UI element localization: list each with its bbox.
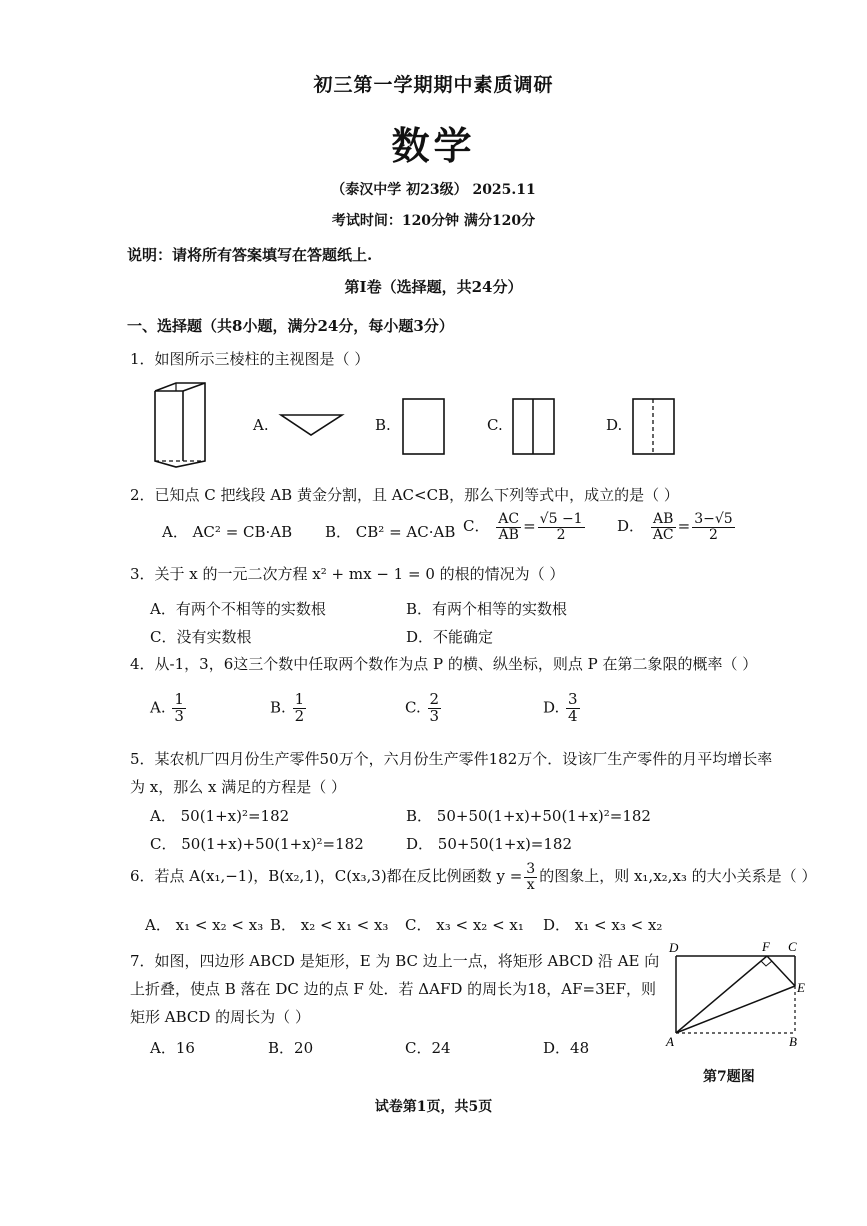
part-title: 第Ⅰ卷（选择题，共24分） — [344, 278, 523, 296]
q6-stem-pre: 6．若点 A(x₁,−1)，B(x₂,1)，C(x₃,3)都在反比例函数 y = — [130, 867, 523, 886]
q2-d-lhs-den: AC — [652, 526, 674, 543]
q4-a-label: A. — [150, 698, 166, 717]
q6-stem — [130, 862, 816, 892]
q7-option-b: B．20 — [268, 1039, 314, 1057]
q4-a-frac — [172, 692, 186, 725]
q4-c-label: C. — [405, 698, 421, 717]
q7-label-b: B — [789, 1034, 797, 1049]
q6-option-c: C． x₃ < x₂ < x₁ — [405, 916, 524, 934]
q7-option-d: D．48 — [543, 1039, 590, 1057]
q6-frac-num: 3 — [526, 861, 536, 877]
q4-d-den: 4 — [568, 706, 578, 725]
q7-label-f: F — [762, 939, 770, 954]
q3-option-d: D．不能确定 — [406, 628, 494, 646]
q4-b-frac — [293, 692, 307, 725]
q2-stem: 2．已知点 C 把线段 AB 黄金分割，且 AC<CB，那么下列等式中，成立的是（ ） — [130, 486, 679, 504]
q4-d-frac — [566, 692, 580, 725]
q4-stem: 4．从-1，3，6这三个数中任取两个数作为点 P 的横、纵坐标，则点 P 在第二象限的概率（ ） — [130, 655, 758, 673]
q2-c-rhs-den: 2 — [556, 526, 566, 543]
q2-option-c: C． $\frac{AC}{AB}$ = $\frac{√5 -1}{2}$ — [463, 511, 583, 543]
q2-c-lhs-den: AB — [498, 526, 519, 543]
exam-title: 初三第一学期期中素质调研 — [313, 74, 554, 96]
q1-option-b-label: B. — [375, 416, 391, 434]
q2-d-rhs-den: 2 — [708, 526, 718, 543]
exam-time: 考试时间：120分钟 满分120分 — [331, 213, 536, 229]
q2-c-lhs — [496, 512, 521, 542]
q1-stem: 1．如图所示三棱柱的主视图是（ ） — [130, 350, 370, 368]
q1-option-b-figure — [402, 398, 446, 456]
q1-option-c-label: C. — [487, 416, 503, 434]
q6-option-d: D． x₁ < x₃ < x₂ — [543, 916, 663, 934]
q5-stem-line1: 5．某农机厂四月份生产零件50万个，六月份生产零件182万个．设该厂生产零件的月平均增长率 — [130, 750, 773, 768]
q4-b-label: B. — [270, 698, 286, 717]
q7-label-e: E — [797, 980, 805, 995]
q1-option-c-figure — [512, 398, 556, 456]
q5-option-b: B． 50+50(1+x)+50(1+x)²=182 — [406, 807, 651, 825]
page-footer: 试卷第1页，共5页 — [374, 1099, 493, 1115]
q2-c-rhs — [538, 512, 585, 542]
q6-stem-post: 的图象上，则 x₁,x₂,x₃ 的大小关系是（ ） — [539, 867, 817, 886]
q2-option-a: A． AC² = CB·AB — [162, 523, 293, 541]
q7-stem-line3: 矩形 ABCD 的周长为（ ） — [130, 1008, 310, 1026]
q7-label-d: D — [669, 940, 679, 955]
q1-option-d-label: D. — [606, 416, 623, 434]
q4-option-a — [150, 692, 188, 725]
q7-option-a: A．16 — [150, 1039, 195, 1057]
q6-option-b: B． x₂ < x₁ < x₃ — [270, 916, 389, 934]
q4-a-num: 1 — [174, 690, 184, 708]
q4-option-d — [543, 692, 582, 725]
q2-d-rhs — [692, 512, 734, 542]
q3-option-a: A．有两个不相等的实数根 — [150, 600, 326, 618]
q7-stem-line2: 上折叠，使点 B 落在 DC 边的点 F 处．若 ΔAFD 的周长为18，AF=3EF，则 — [130, 980, 656, 998]
q2-option-d: D． $\frac{AB}{AC}$ = $\frac{3-√5}{2}$ — [617, 511, 733, 543]
q6-option-a: A． x₁ < x₂ < x₃ — [145, 916, 264, 934]
q4-c-frac — [428, 692, 442, 725]
q4-d-num: 3 — [568, 690, 578, 708]
q3-stem: 3．关于 x 的一元二次方程 x² + mx − 1 = 0 的根的情况为（ ） — [130, 565, 565, 583]
q7-figure-caption: 第7题图 — [703, 1069, 755, 1085]
q4-d-label: D. — [543, 698, 560, 717]
school-info: （泰汉中学 初23级） 2025.11 — [331, 182, 536, 198]
q6-frac — [524, 862, 537, 892]
q1-option-a-label: A. — [253, 416, 269, 434]
q7-label-a: A — [666, 1034, 674, 1049]
q5-stem-line2: 为 x，那么 x 满足的方程是（ ） — [130, 778, 346, 796]
section-title: 一、选择题（共8小题，满分24分，每小题3分） — [127, 317, 454, 335]
q2-d-lhs — [651, 512, 676, 542]
q4-a-den: 3 — [174, 706, 184, 725]
q2-c-label: C． — [463, 517, 490, 536]
prism-figure — [150, 381, 210, 471]
q2-c-rhs-num: √5 −1 — [539, 511, 583, 527]
q5-option-d: D． 50+50(1+x)=182 — [406, 835, 573, 853]
q4-c-den: 3 — [429, 706, 440, 725]
q1-option-a-figure — [280, 414, 344, 438]
q5-option-a: A． 50(1+x)²=182 — [150, 807, 290, 825]
q4-c-num: 2 — [429, 690, 440, 708]
q4-option-c — [405, 692, 443, 725]
q7-option-c: C．24 — [405, 1039, 451, 1057]
subject-title: 数学 — [391, 123, 476, 168]
q2-d-label: D． — [617, 517, 645, 536]
q6-frac-den: x — [526, 876, 535, 893]
q2-d-lhs-num: AB — [651, 512, 676, 528]
q1-option-d-figure — [632, 398, 676, 456]
q4-b-den: 2 — [294, 706, 305, 725]
q4-option-b — [270, 692, 308, 725]
q2-c-lhs-num: AC — [498, 511, 520, 527]
instructions-note: 说明：请将所有答案填写在答题纸上. — [127, 246, 373, 264]
q7-label-c: C — [788, 939, 797, 954]
q5-option-c: C． 50(1+x)+50(1+x)²=182 — [150, 835, 364, 853]
q7-rectangle-figure — [664, 936, 810, 1054]
q3-option-c: C．没有实数根 — [150, 628, 252, 646]
q3-option-b: B．有两个相等的实数根 — [406, 600, 568, 618]
q2-option-b: B． CB² = AC·AB — [325, 523, 456, 541]
q2-d-rhs-num: 3−√5 — [694, 511, 733, 527]
q4-b-num: 1 — [294, 690, 305, 708]
q7-stem-line1: 7．如图，四边形 ABCD 是矩形，E 为 BC 边上一点，将矩形 ABCD 沿 AE 向 — [130, 952, 660, 970]
